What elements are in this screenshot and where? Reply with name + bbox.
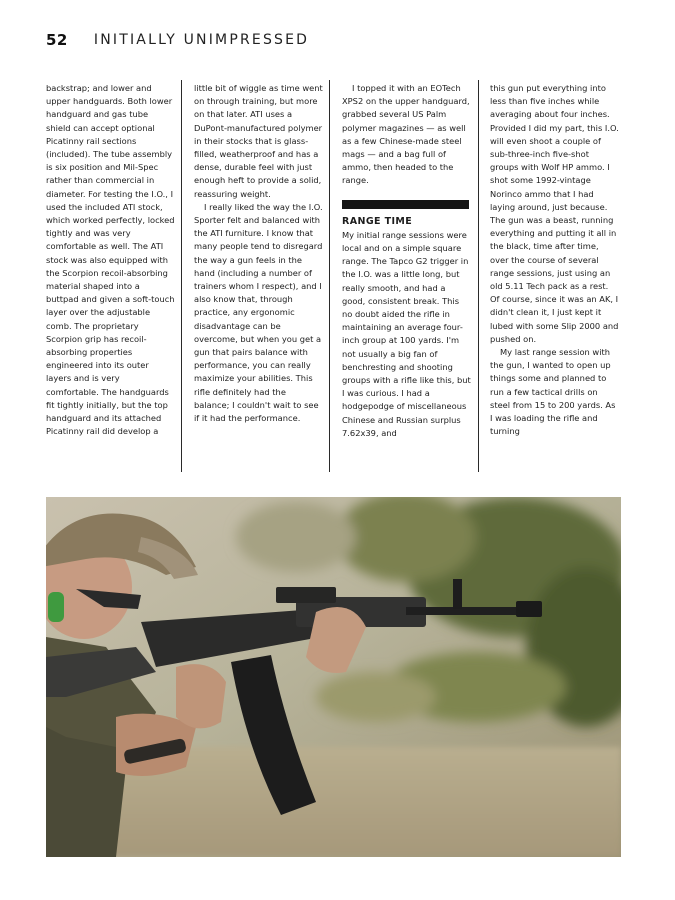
paragraph: My last range session with the gun, I wanted to open up things some and planned to run a few tactical drills on steel from 15 to 200 yards. As I was loading the rifle and turning	[490, 347, 616, 437]
column-divider	[181, 80, 182, 472]
paragraph: little bit of wiggle as time went on through training, but more on that later. ATI uses a DuPont-manufactured polymer in their stocks that is glass-filled, weatherproof and has a dense, durable feel with just enough heft to provide a solid, reassuring weight.	[194, 83, 323, 199]
paragraph: My initial range sessions were local and on a simple square range. The Tapco G2 trigger in the I.O. was a little long, but really smooth, and had a good, consistent break. This no doubt aided the rifle in maintaining an average four-inch group at 100 yards. I'm not usually a big fan of benchresting and shooting groups with a rifle like this, but I was curious. I had a hodgepodge of miscellaneous Chinese and Russian surplus 7.62x39, and	[342, 229, 471, 438]
subheading-range-time: RANGE TIME	[342, 215, 413, 227]
page-header	[46, 30, 309, 50]
paragraph: backstrap; and lower and upper handguards. Both lower handguard and gas tube shield can accept optional Picatinny rail sections (included). The tube assembly is six position and Mil-Spec rather than commercial in diameter. For testing the I.O., I used the included ATI stock, which worked perfectly, locked tightly and was very comfortable as well. The ATI stock was also equipped with the Scorpion recoil-absorbing material shaped into a buttpad and given a soft-touch layer over the adjustable comb. The proprietary Scorpion grip has recoil-absorbing properties engineered into its outer layers and is very comfortable. The handguards fit tightly initially, but the top handguard and its attached Picatinny rail did develop a	[46, 83, 175, 437]
section-title: INITIALLY UNIMPRESSED	[93, 32, 310, 48]
paragraph: I really liked the way the I.O. Sporter felt and balanced with the ATI furniture. I know that many people tend to disregard the way a gun feels in the hand (including a number of trainers whom I respect), and I also know that, through practice, any ergonomic disadvantage can be overcome, but when you get a gun that pairs balance with performance, you can really maximize your abilities. This rifle definitely had the balance; I couldn't wait to see if it had the performance.	[194, 201, 323, 424]
text-column-3	[342, 82, 471, 474]
text-column-4	[490, 82, 619, 474]
subhead-bar	[342, 200, 469, 209]
column-divider	[478, 80, 479, 472]
text-column-2	[194, 82, 323, 474]
text-column-1	[46, 82, 175, 474]
paragraph: this gun put everything into less than five inches while averaging about four inches. Provided I did my part, this I.O. will even shoot a couple of sub-three-inch five-shot groups with Wolf HP ammo. I shot some 1992-vintage Norinco ammo that I had laying around, just because. The gun was a beast, running everything and putting it all in the black, time after time, over the course of several range sessions, just using an old 5.11 Tech pack as a rest. Of course, since it was an AK, I didn't clean it, I just kept it lubed with some Slip 2000 and pushed on.	[490, 83, 619, 344]
page-number: 52	[46, 31, 68, 49]
column-divider	[329, 80, 330, 472]
shooter-rifle-photo	[46, 497, 621, 857]
paragraph: I topped it with an EOTech XPS2 on the upper handguard, grabbed several US Palm polymer magazines — as well as a few Chinese-made steel mags — and a bag full of ammo, then headed to the range.	[342, 83, 470, 186]
